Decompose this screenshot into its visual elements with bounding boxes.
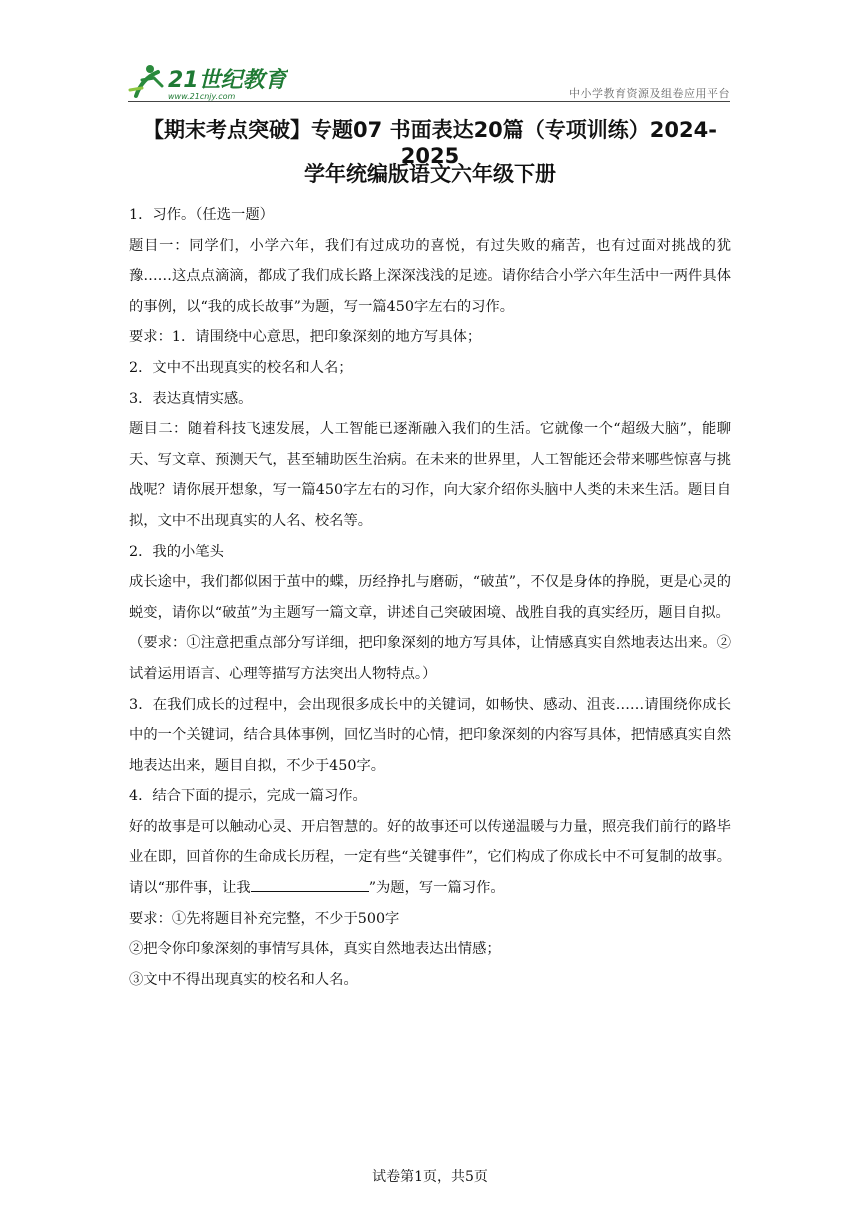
q2-body: 成长途中，我们都似困于茧中的蝶，历经挣扎与磨砺，“破茧”，不仅是身体的挣脱，更是心灵的蜕变，请你以“破茧”为主题写一篇文章，讲述自己突破困境、战胜自我的真实经历，题目自拟。 [129,574,731,621]
document-body [129,200,731,995]
page-footer: 试卷第1页，共5页 [372,1169,488,1185]
q4-body-after: ”为题，写一篇习作。 [368,880,505,897]
svg-text:www.21cnjy.com: www.21cnjy.com [168,92,236,101]
page-title-line1: 【期末考点突破】专题07 书面表达20篇（专项训练）2024-2025 [143,118,717,168]
q2-intro: 2．我的小笔头 [129,543,224,560]
page-header [128,60,730,102]
q1-req3: 3．表达真情实感。 [129,390,253,407]
q1-req1: 要求：1．请围绕中心意思，把印象深刻的地方写具体； [129,329,482,346]
q4-req3: ③文中不得出现真实的校名和人名。 [129,971,358,988]
title-blank [251,877,369,892]
q1-intro: 1．习作。（任选一题） [129,207,274,223]
page-title-line2: 学年统编版语文六年级下册 [304,162,556,186]
q4-body-before: 好的故事是可以触动心灵、开启智慧的。好的故事还可以传递温暖与力量，照亮我们前行的路毕业在即，回首你的生命成长历程，一定有些“关键事件”，它们构成了你成长中不可复制的故事。请以“那件事，让我 [129,818,731,897]
header-divider [128,101,730,102]
q4-body [129,812,731,904]
q1-topic1: 题目一：同学们，小学六年，我们有过成功的喜悦，有过失败的痛苦，也有过面对挑战的犹豫……这点点滴滴，都成了我们成长路上深深浅浅的足迹。请你结合小学六年生活中一两件具体的事例，以“我的成长故事”为题，写一篇450字左右的习作。 [129,237,731,315]
q4-req1: 要求：①先将题目补充完整，不少于500字 [129,910,400,927]
q2-requirements: （要求：①注意把重点部分写详细，把印象深刻的地方写具体，让情感真实自然地表达出来。②试着运用语言、心理等描写方法突出人物特点。） [129,635,731,682]
q4-intro: 4．结合下面的提示，完成一篇习作。 [129,788,367,805]
q1-req2: 2．文中不出现真实的校名和人名； [129,359,353,376]
platform-name: 中小学教育资源及组卷应用平台 [569,87,730,100]
q1-topic2: 题目二：随着科技飞速发展，人工智能已逐渐融入我们的生活。它就像一个“超级大脑”，能聊天、写文章、预测天气，甚至辅助医生治病。在未来的世界里，人工智能还会带来哪些惊喜与挑战呢？请你展开想象，写一篇450字左右的习作，向大家介绍你头脑中人类的未来生活。题目自拟，文中不出现真实的人名、校名等。 [129,421,731,529]
svg-text:21世纪教育: 21世纪教育 [168,68,287,93]
21cnjy-logo-icon [128,60,288,102]
q4-req2: ②把令你印象深刻的事情写具体，真实自然地表达出情感； [129,941,501,958]
q3-body: 3．在我们成长的过程中，会出现很多成长中的关键词，如畅快、感动、沮丧……请围绕你成长中的一个关键词，结合具体事例，回忆当时的心情，把印象深刻的内容写具体，把情感真实自然地表达出来，题目自拟，不少于450字。 [129,696,731,774]
